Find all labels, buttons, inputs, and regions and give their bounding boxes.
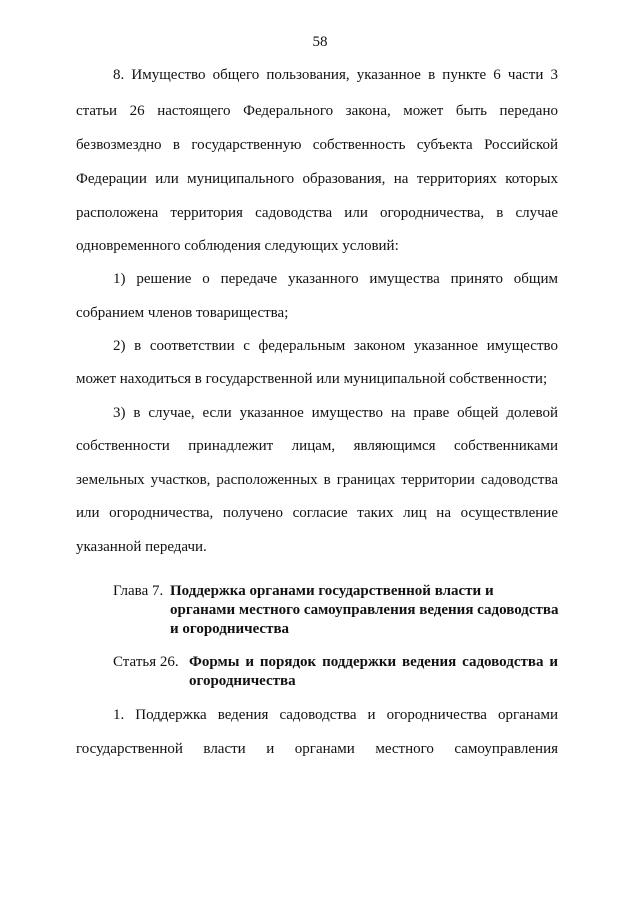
chapter-label: Глава 7.: [113, 583, 164, 599]
text-line: или огородничества, получено согласие таких лиц на осуществление: [76, 505, 558, 521]
text-line: Федерации или муниципального образования, на территориях которых: [76, 171, 558, 187]
text-line: статьи 26 настоящего Федерального закона, может быть передано: [76, 103, 558, 119]
article-title-line: огородничества: [189, 673, 296, 689]
article-label: Статья 26.: [113, 654, 179, 670]
text-line: 8. Имущество общего пользования, указанное в пункте 6 части 3: [113, 67, 558, 83]
text-line: безвозмездно в государственную собственность субъекта Российской: [76, 137, 558, 153]
text-line: земельных участков, расположенных в границах территории садоводства: [76, 472, 558, 488]
text-line: собственности принадлежит лицам, являющимся собственниками: [76, 438, 558, 454]
article-title-line: Формы и порядок поддержки ведения садоводства и: [189, 654, 558, 670]
text-line: одновременного соблюдения следующих условий:: [76, 238, 399, 254]
chapter-title-line: Поддержка органами государственной власти и: [170, 583, 494, 599]
text-line: собранием членов товарищества;: [76, 305, 289, 321]
text-line: 2) в соответствии с федеральным законом указанное имущество: [113, 338, 558, 354]
chapter-title-line: органами местного самоуправления ведения садоводства: [170, 602, 559, 618]
page-number: 58: [312, 34, 328, 50]
chapter-title-line: и огородничества: [170, 621, 290, 637]
text-line: государственной власти и органами местного самоуправления: [76, 741, 558, 757]
text-line: может находиться в государственной или муниципальной собственности;: [76, 371, 548, 387]
text-line: 3) в случае, если указанное имущество на праве общей долевой: [113, 405, 558, 421]
text-line: указанной передачи.: [76, 539, 207, 555]
text-line: 1. Поддержка ведения садоводства и огородничества органами: [113, 707, 558, 723]
text-line: 1) решение о передаче указанного имущества принято общим: [113, 271, 558, 287]
text-line: расположена территория садоводства или огородничества, в случае: [76, 205, 558, 221]
